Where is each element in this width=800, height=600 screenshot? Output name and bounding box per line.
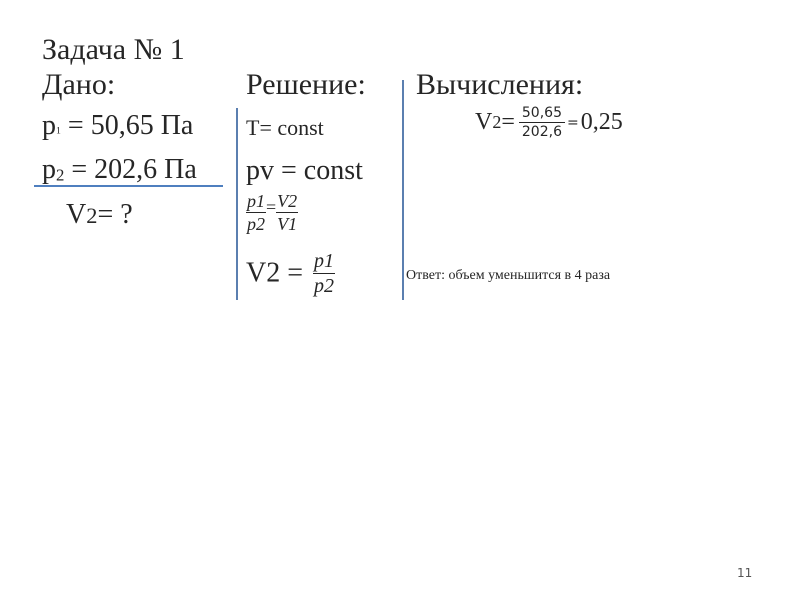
formula-fraction bbox=[313, 249, 335, 298]
given-p2-sub: 2 bbox=[56, 165, 65, 185]
ratio-left-den: p2 bbox=[247, 214, 265, 234]
calc-divider bbox=[402, 80, 404, 300]
solution-ratio bbox=[246, 190, 298, 235]
given-p1-sub: 1 bbox=[56, 125, 61, 137]
calc-lhs-sub: 2 bbox=[492, 112, 502, 132]
problem-title: Задача № 1 bbox=[42, 33, 185, 66]
given-p2-value: = 202,6 Па bbox=[64, 154, 197, 185]
solution-formula bbox=[246, 249, 335, 298]
find-rest: = ? bbox=[97, 199, 133, 230]
calc-den: 202,6 bbox=[521, 124, 562, 140]
calc-expression bbox=[475, 104, 623, 141]
find-base: V bbox=[66, 199, 87, 230]
calc-equals: = bbox=[566, 114, 579, 131]
given-heading: Дано: bbox=[42, 68, 116, 101]
solution-pv: pv = const bbox=[246, 155, 363, 186]
ratio-left-fraction bbox=[246, 190, 266, 235]
given-p1 bbox=[42, 110, 193, 148]
formula-lhs: V2 = bbox=[246, 257, 304, 289]
solution-divider bbox=[236, 108, 238, 300]
ratio-left-num: p1 bbox=[247, 191, 265, 211]
calc-lhs-eq: = bbox=[501, 109, 515, 135]
calc-lhs-base: V bbox=[475, 109, 493, 135]
slide-number: 11 bbox=[737, 566, 753, 580]
calc-result: 0,25 bbox=[580, 109, 623, 135]
given-p2 bbox=[42, 154, 197, 192]
solution-heading: Решение: bbox=[246, 68, 366, 101]
given-p1-value: = 50,65 Па bbox=[60, 110, 194, 141]
ratio-right-num: V2 bbox=[277, 191, 298, 211]
solution-temperature: T= const bbox=[246, 115, 324, 140]
answer-text: Ответ: объем уменьшится в 4 раза bbox=[406, 268, 611, 283]
given-p1-base: p bbox=[42, 110, 56, 141]
formula-num: p1 bbox=[314, 250, 335, 272]
calc-heading: Вычисления: bbox=[416, 68, 584, 101]
calc-fraction bbox=[519, 104, 565, 141]
ratio-right-den: V1 bbox=[277, 214, 298, 234]
calc-num: 50,65 bbox=[519, 104, 565, 123]
find-sub: 2 bbox=[86, 203, 98, 228]
given-find bbox=[66, 199, 133, 232]
ratio-right-fraction bbox=[276, 190, 298, 235]
formula-den: p2 bbox=[314, 275, 335, 297]
given-p2-base: p bbox=[42, 154, 56, 185]
ratio-equals: = bbox=[266, 196, 277, 217]
